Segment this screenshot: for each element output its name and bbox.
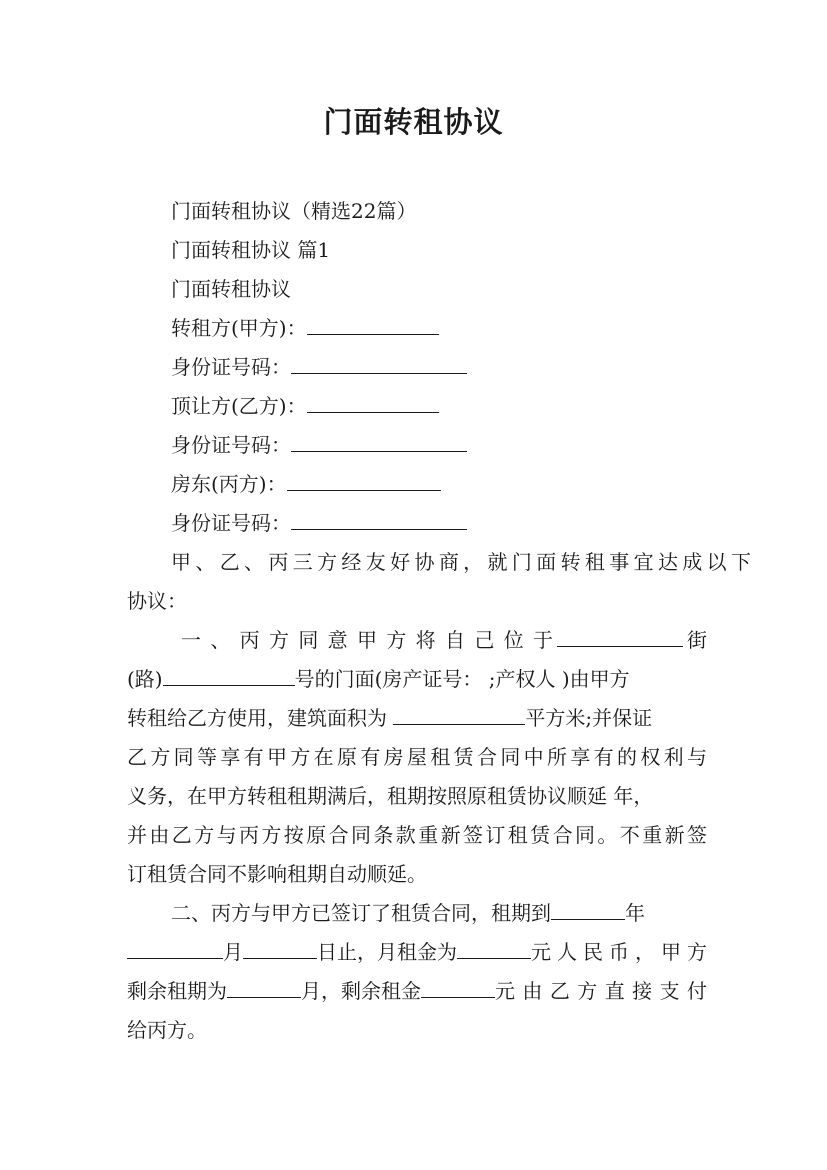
line-collection-title: 门面转租协议（精选22篇） xyxy=(171,199,417,223)
clause-2-line-4: 给丙方。 xyxy=(127,1018,207,1042)
line-party-c xyxy=(127,470,751,498)
clause-1-text-a: 一、丙方同意甲方将自己位于 xyxy=(181,628,553,652)
party-a-label: 转租方(甲方)： xyxy=(171,316,307,340)
clause-1-line-1 xyxy=(181,626,707,654)
payment-text: 元由乙方直接支付 xyxy=(495,979,707,1003)
lease-day-blank xyxy=(243,938,317,959)
year-label: 年 xyxy=(625,901,645,925)
paragraph-intro-line-1: 甲、乙、丙三方经友好协商，就门面转租事宜达成以下 xyxy=(171,550,751,574)
clause-1-line-6: 并由乙方与丙方按原合同条款重新签订租赁合同。不重新签 xyxy=(127,823,707,847)
area-unit-text: 平方米;并保证 xyxy=(525,706,653,730)
remaining-term-blank xyxy=(227,977,301,998)
lease-month-blank xyxy=(127,938,223,959)
clause-1-line-5: 义务，在甲方转租租期满后，租期按照原租赁协议顺延 年， xyxy=(127,784,654,808)
clause-2-line-1 xyxy=(127,899,751,927)
line-party-b-id xyxy=(127,431,751,459)
paragraph-intro-line-2: 协议： xyxy=(127,589,187,613)
clause-2-line-2 xyxy=(127,938,707,966)
monthly-rent-blank xyxy=(457,938,531,959)
party-a-blank xyxy=(307,314,439,335)
party-b-label: 顶让方(乙方)： xyxy=(171,394,307,418)
remaining-rent-blank xyxy=(421,977,495,998)
party-c-id-label: 身份证号码： xyxy=(171,511,291,535)
road-number-blank xyxy=(163,665,295,686)
remaining-rent-label: 月，剩余租金 xyxy=(301,979,421,1003)
road-label: (路) xyxy=(127,667,163,691)
document-title: 门面转租协议 xyxy=(323,105,504,139)
rent-label: 日止，月租金为 xyxy=(317,940,457,964)
line-chapter-heading: 门面转租协议 篇1 xyxy=(171,238,331,262)
clause-1-text-b: 街 xyxy=(687,628,707,652)
clause-1-line-4: 乙方同等享有甲方在原有房屋租赁合同中所享有的权利与 xyxy=(127,745,707,769)
area-label: 转租给乙方使用，建筑面积为 xyxy=(127,706,394,730)
street-blank xyxy=(557,626,683,647)
clause-1-line-3 xyxy=(127,704,707,732)
line-agreement-name: 门面转租协议 xyxy=(171,277,291,301)
lease-year-blank xyxy=(551,899,625,920)
month-label: 月 xyxy=(223,940,243,964)
party-b-id-blank xyxy=(291,431,467,452)
line-party-a-id xyxy=(127,353,751,381)
line-party-b xyxy=(127,392,751,420)
party-b-id-label: 身份证号码： xyxy=(171,433,291,457)
party-a-id-blank xyxy=(291,353,467,374)
clause-2-text-a: 二、丙方与甲方已签订了租赁合同，租期到 xyxy=(171,901,551,925)
party-c-label: 房东(丙方)： xyxy=(171,472,287,496)
clause-2-line-3 xyxy=(127,977,707,1005)
rent-unit-text: 元人民币，甲方 xyxy=(531,940,707,964)
line-party-c-id xyxy=(127,509,751,537)
clause-1-line-7: 订租赁合同不影响租期自动顺延。 xyxy=(127,862,427,886)
area-blank xyxy=(393,704,525,725)
party-c-blank xyxy=(287,470,441,491)
line-party-a xyxy=(127,314,751,342)
party-a-id-label: 身份证号码： xyxy=(171,355,291,379)
party-b-blank xyxy=(307,392,439,413)
party-c-id-blank xyxy=(291,509,467,530)
clause-1-line-2 xyxy=(127,665,707,693)
remaining-term-label: 剩余租期为 xyxy=(127,979,227,1003)
clause-1-line-2-text: 号的门面(房产证号： ;产权人 )由甲方 xyxy=(294,667,630,691)
